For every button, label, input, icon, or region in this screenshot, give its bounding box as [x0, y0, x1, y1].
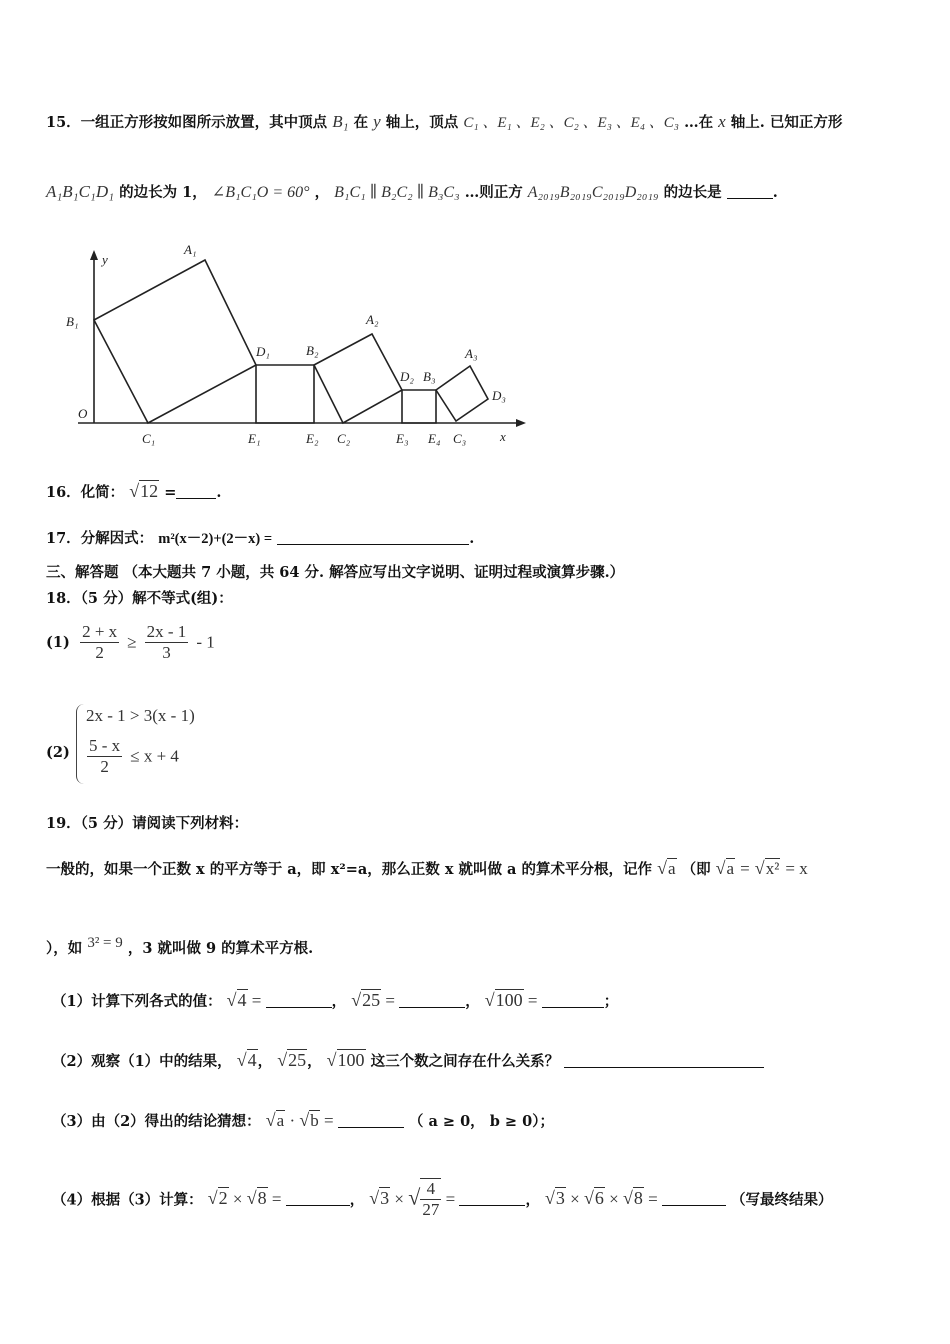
square-3	[436, 366, 488, 421]
q19-part3: （3）由（2）得出的结论猜想： √a · √b = （ a ≥ 0， b ≥ 0）；	[52, 1110, 554, 1130]
label-C1: C₁	[142, 431, 156, 446]
answer-blank[interactable]	[727, 184, 773, 199]
sqrt-a: √a	[657, 858, 676, 878]
answer-blank[interactable]	[399, 993, 465, 1008]
sqrt-a: √a	[715, 858, 735, 878]
q19-title: 19．（5 分）请阅读下列材料：	[46, 815, 249, 832]
sqrt-8: √8	[246, 1188, 267, 1209]
q19-part4: （4）根据（3）计算： √2 × √8 = ， √3 × √ $\frac{4}{27}$ = ， √3 × √6 × √8 = （写最终结果）	[52, 1179, 833, 1220]
sqrt-x-squared: √x²	[754, 858, 780, 878]
label-E2: E₂	[306, 431, 319, 446]
sqrt-b: √b	[299, 1110, 319, 1130]
sqrt-4: √4	[236, 1050, 257, 1070]
sqrt-3: √3	[545, 1188, 565, 1209]
label-axis-y: y	[102, 252, 108, 267]
square-D2E3E4B3	[402, 390, 436, 423]
answer-blank[interactable]	[564, 1053, 764, 1068]
sqrt-4: √4	[226, 990, 247, 1010]
label-A1: A₁	[184, 242, 197, 257]
q17: 17．分解因式： m²(x－2)+(2－x) = .	[46, 530, 475, 547]
answer-blank[interactable]	[176, 484, 216, 499]
label-axis-x: x	[500, 429, 506, 444]
sqrt-25: √25	[351, 990, 381, 1010]
answer-blank[interactable]	[286, 1191, 350, 1206]
label-origin: O	[78, 406, 88, 421]
sqrt-12: √12	[129, 481, 159, 501]
sqrt-100: √100	[326, 1050, 365, 1070]
answer-blank[interactable]	[662, 1191, 726, 1206]
answer-blank[interactable]	[542, 993, 604, 1008]
sqrt-fraction: √ $\frac{4}{27}$	[408, 1179, 440, 1220]
q18-part2-line1: 2x - 1 > 3(x - 1)	[86, 706, 195, 725]
sqrt-a: √a	[265, 1110, 285, 1130]
label-B1: B₁	[66, 314, 79, 329]
q15-line2: A₁B₁C₁D₁ 的边长为 1， ∠B₁C₁O = 60° ， B₁C₁ ∥ B₂C₂ ∥ B₃C₃ …则正方 A₂₀₁₉B₂₀₁₉C₂₀₁₉D₂₀₁₉ 的边长是 .	[46, 182, 778, 201]
sqrt-100: √100	[484, 990, 523, 1010]
q18-part1: (1) $\frac{2 + x}{2}$ ≥ $\frac{2x - 1}{3}$ - 1	[46, 622, 215, 663]
label-E3: E₃	[396, 431, 409, 446]
answer-blank[interactable]	[266, 993, 332, 1008]
fraction: $\frac{2 + x}{2}$	[82, 622, 118, 663]
q19-intro1: 一般的，如果一个正数 x 的平方等于 a，即 x²=a，那么正数 x 就叫做 a 的算术平分根，记作 √a （即 √a = √x² = x	[46, 858, 808, 878]
square-D1E1E2B2	[256, 365, 314, 423]
label-B3: B₃	[423, 369, 436, 384]
q19-intro2: ），如 3² = 9 ，3 就叫做 9 的算术平方根.	[46, 935, 314, 957]
x-axis-arrow	[516, 419, 526, 427]
label-D3: D₃	[492, 388, 506, 403]
label-D2: D₂	[400, 369, 414, 384]
y-axis-arrow	[90, 250, 98, 260]
q18-title: 18．（5 分）解不等式(组)：	[46, 590, 233, 607]
label-D1: D₁	[256, 344, 270, 359]
q16: 16．化简： √12 = .	[46, 481, 222, 501]
sqrt-8: √8	[622, 1188, 643, 1209]
q15-line1: 15．一组正方形按如图所示放置，其中顶点 B₁ 在 y 轴上，顶点 C₁ 、E₁ 、E₂ 、C₂ 、E₃ 、E₄ 、C₃ …在 x 轴上. 已知正方形	[46, 112, 843, 131]
answer-blank[interactable]	[338, 1113, 404, 1128]
label-A2: A₂	[366, 312, 379, 327]
label-C2: C₂	[337, 431, 351, 446]
label-C3: C₃	[453, 431, 467, 446]
fraction: $\frac{5 - x}{2}$	[89, 736, 121, 777]
sqrt-2: √2	[207, 1188, 228, 1209]
answer-blank[interactable]	[459, 1191, 525, 1206]
section-3-title: 三、解答题 （本大题共 7 小题，共 64 分. 解答应写出文字说明、证明过程或演算步骤.）	[46, 564, 625, 581]
answer-blank[interactable]	[277, 530, 469, 545]
sqrt-6: √6	[583, 1188, 604, 1209]
label-E4: E₄	[428, 431, 441, 446]
q19-part1: （1）计算下列各式的值： √4 = ， √25 = ， √100 = ；	[52, 990, 619, 1010]
fraction: $\frac{2x - 1}{3}$	[146, 622, 187, 663]
squares-figure	[60, 238, 530, 453]
label-E1: E₁	[248, 431, 261, 446]
label-B2: B₂	[306, 343, 319, 358]
q18-part2-label: (2)	[46, 744, 70, 761]
square-2	[314, 334, 402, 423]
q19-part2: （2）观察（1）中的结果， √4， √25， √100 这三个数之间存在什么关系？	[52, 1050, 764, 1072]
label-A3: A₃	[465, 346, 478, 361]
square-1	[94, 260, 256, 423]
sqrt-3: √3	[369, 1188, 390, 1209]
q18-part2-line2: $\frac{5 - x}{2}$ ≤ x + 4	[89, 736, 179, 777]
sqrt-25: √25	[277, 1050, 307, 1070]
